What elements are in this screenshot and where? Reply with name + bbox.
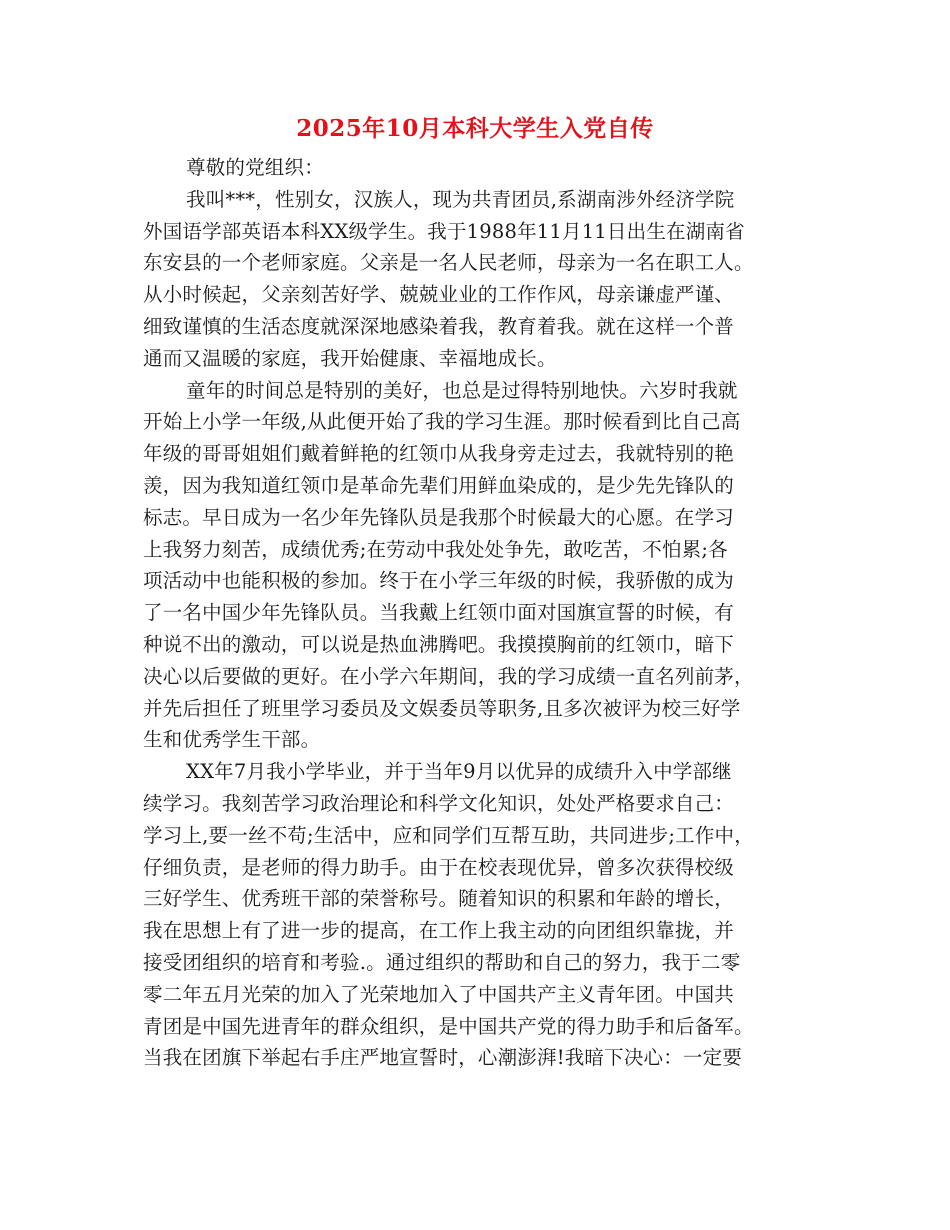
text-line: 羡，因为我知道红领巾是革命先辈们用鲜血染成的，是少先先锋队的 <box>143 473 735 497</box>
text-line: 标志。早日成为一名少年先锋队员是我那个时候最大的心愿。在学习 <box>143 505 735 529</box>
text-line: 仔细负责，是老师的得力助手。由于在校表现优异，曾多次获得校级 <box>143 855 735 879</box>
text-line: 零二年五月光荣的加入了光荣地加入了中国共产主义青年团。中国共 <box>143 982 735 1006</box>
text-line: 童年的时间总是特别的美好，也总是过得特别地快。六岁时我就 <box>186 378 738 402</box>
text-line: 了一名中国少年先锋队员。当我戴上红领巾面对国旗宣誓的时候，有 <box>143 601 735 625</box>
text-line: 我叫***，性别女，汉族人，现为共青团员,系湖南涉外经济学院 <box>186 187 735 211</box>
text-line: 项活动中也能积极的参加。终于在小学三年级的时候，我骄傲的成为 <box>143 569 735 593</box>
text-line: 接受团组织的培育和考验.。通过组织的帮助和自己的努力，我于二零 <box>143 950 741 974</box>
text-line: 通而又温暖的家庭，我开始健康、幸福地成长。 <box>143 346 557 370</box>
text-line: 从小时候起，父亲刻苦好学、兢兢业业的工作作风，母亲谦虚严谨、 <box>143 283 735 307</box>
text-line: 年级的哥哥姐姐们戴着鲜艳的红领巾从我身旁走过去，我就特别的艳 <box>143 442 735 466</box>
text-line: XX年7月我小学毕业，并于当年9月以优异的成绩升入中学部继 <box>186 760 732 784</box>
text-line: 青团是中国先进青年的群众组织，是中国共产党的得力助手和后备军。 <box>143 1014 754 1038</box>
text-line: 细致谨慎的生活态度就深深地感染着我，教育着我。就在这样一个普 <box>143 314 735 338</box>
text-line: 我在思想上有了进一步的提高，在工作上我主动的向团组织靠拢，并 <box>143 919 735 943</box>
text-line: 并先后担任了班里学习委员及文娱委员等职务,且多次被评为校三好学 <box>143 696 741 720</box>
document-body <box>143 152 823 1074</box>
text-line: 东安县的一个老师家庭。父亲是一名人民老师，母亲为一名在职工人。 <box>143 251 754 275</box>
text-line: 生和优秀学生干部。 <box>143 728 321 752</box>
text-line: 决心以后要做的更好。在小学六年期间，我的学习成绩一直名列前茅， <box>143 664 754 688</box>
text-line: 种说不出的激动，可以说是热血沸腾吧。我摸摸胸前的红领巾，暗下 <box>143 632 735 656</box>
text-line: 续学习。我刻苦学习政治理论和科学文化知识，处处严格要求自己： <box>143 791 735 815</box>
text-line: 学习上,要一丝不苟;生活中，应和同学们互帮互助，共同进步;工作中， <box>143 823 754 847</box>
text-line: 外国语学部英语本科XX级学生。我于1988年11月11日出生在湖南省 <box>143 219 745 243</box>
text-line: 三好学生、优秀班干部的荣誉称号。随着知识的积累和年龄的增长， <box>143 887 735 911</box>
text-line: 尊敬的党组织： <box>186 156 324 179</box>
text-line: 当我在团旗下举起右手庄严地宣誓时，心潮澎湃!我暗下决心：一定要 <box>143 1046 743 1070</box>
text-line: 上我努力刻苦，成绩优秀;在劳动中我处处争先，敢吃苦，不怕累;各 <box>143 537 728 561</box>
document-title: 2025年10月本科大学生入党自传 <box>296 115 654 142</box>
text-line: 开始上小学一年级,从此便开始了我的学习生涯。那时候看到比自己高 <box>143 410 741 434</box>
